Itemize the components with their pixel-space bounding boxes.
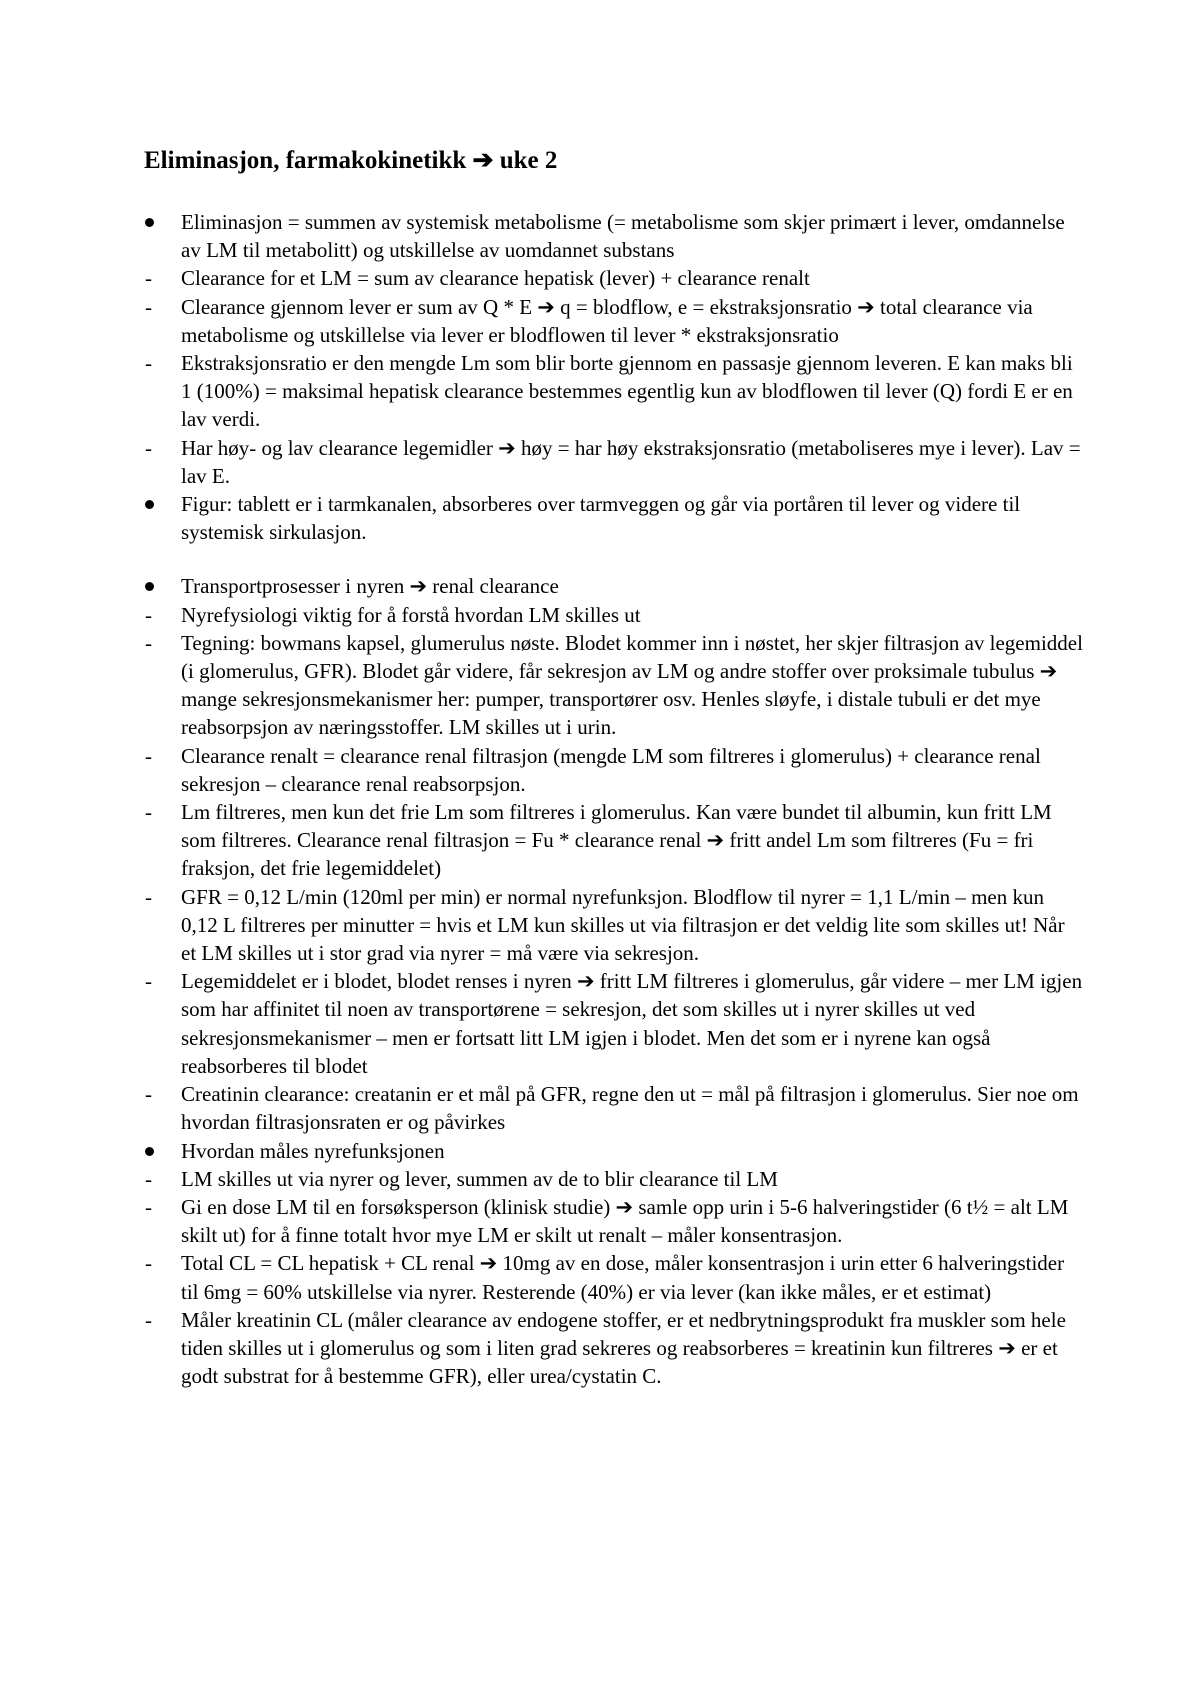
list-item-text: Transportprosesser i nyren ➔ renal clearance: [181, 574, 559, 599]
section-spacer: [144, 546, 1084, 572]
list-item: [144, 1165, 1084, 1193]
notes-list: [144, 208, 1084, 1390]
list-item: [144, 572, 1084, 600]
list-item: [144, 1249, 1084, 1305]
list-item: [144, 798, 1084, 883]
list-item: [144, 490, 1084, 546]
list-item-text: Tegning: bowmans kapsel, glumerulus nøste. Blodet kommer inn i nøstet, her skjer filtrasjon av legemiddel (i glomerulus, GFR). Blodet går videre, får sekresjon av LM og andre stoffer over proksimale tubulus ➔ mange sekresjonsmekanismer her: pumper, transportører osv. Henles sløyfe, i distale tubuli er det mye reabsorpsjon av næringsstoffer. LM skilles ut i urin.: [181, 630, 1083, 740]
list-item: [144, 293, 1084, 349]
list-item-text: Lm filtreres, men kun det frie Lm som filtreres i glomerulus. Kan være bundet til albumin, kun fritt LM som filtreres. Clearance renal filtrasjon = Fu * clearance renal ➔ fritt andel Lm som filtreres (Fu = fri fraksjon, det frie legemiddelet): [181, 800, 1052, 881]
list-item-text: Clearance renalt = clearance renal filtrasjon (mengde LM som filtreres i glomerulus) + clearance renal sekresjon – clearance renal reabsorpsjon.: [181, 743, 1041, 796]
list-item-text: Har høy- og lav clearance legemidler ➔ høy = har høy ekstraksjonsratio (metaboliseres mye i lever). Lav = lav E.: [181, 435, 1081, 488]
list-item-text: Clearance gjennom lever er sum av Q * E ➔ q = blodflow, e = ekstraksjonsratio ➔ total clearance via metabolisme og utskillelse via lever er blodflowen til lever * ekstraksjonsratio: [181, 294, 1033, 347]
list-item: [144, 742, 1084, 798]
list-item-text: Ekstraksjonsratio er den mengde Lm som blir borte gjennom en passasje gjennom leveren. E kan maks bli 1 (100%) = maksimal hepatisk clearance bestemmes egentlig kun av blodflowen til lever (Q) fordi E er en lav verdi.: [181, 351, 1073, 432]
list-item: [144, 629, 1084, 742]
list-item: [144, 208, 1084, 264]
list-item-text: Gi en dose LM til en forsøksperson (klinisk studie) ➔ samle opp urin i 5-6 halveringstider (6 t½ = alt LM skilt ut) for å finne totalt hvor mye LM er skilt ut renalt – måler konsentrasjon.: [181, 1194, 1069, 1248]
list-item: [144, 883, 1084, 968]
list-item-text: Måler kreatinin CL (måler clearance av endogene stoffer, er et nedbrytningsprodukt fra muskler som hele tiden skilles ut i glomerulus og som i liten grad sekreres og reabsorberes = kreatinin kun filtreres ➔ er et godt substrat for å bestemme GFR), eller urea/cystatin C.: [181, 1307, 1066, 1389]
document-title: Eliminasjon, farmakokinetikk ➔ uke 2: [144, 147, 558, 174]
list-item-text: LM skilles ut via nyrer og lever, summen av de to blir clearance til LM: [181, 1166, 778, 1191]
list-item: [144, 1306, 1084, 1391]
list-item: [144, 967, 1084, 1080]
list-item: [144, 1080, 1084, 1136]
list-item-text: Figur: tablett er i tarmkanalen, absorberes over tarmveggen og går via portåren til lever og videre til systemisk sirkulasjon.: [181, 492, 1021, 545]
list-item: [144, 264, 1084, 292]
list-item: [144, 1137, 1084, 1165]
list-item: [144, 1193, 1084, 1249]
list-item-text: Creatinin clearance: creatanin er et mål på GFR, regne den ut = mål på filtrasjon i glomerulus. Sier noe om hvordan filtrasjonsraten er og påvirkes: [181, 1082, 1079, 1135]
list-item-text: Nyrefysiologi viktig for å forstå hvordan LM skilles ut: [181, 602, 641, 627]
list-item-text: Hvordan måles nyrefunksjonen: [181, 1138, 445, 1163]
list-item-text: GFR = 0,12 L/min (120ml per min) er normal nyrefunksjon. Blodflow til nyrer = 1,1 L/min – men kun 0,12 L filtreres per minutter = hvis et LM kun skilles ut via filtrasjon er det veldig lite som skilles ut! Når et LM skilles ut i stor grad via nyrer = må være via sekresjon.: [181, 884, 1065, 966]
list-item: [144, 601, 1084, 629]
list-item-text: Total CL = CL hepatisk + CL renal ➔ 10mg av en dose, måler konsentrasjon i urin etter 6 halveringstider til 6mg = 60% utskillelse via nyrer. Resterende (40%) er via lever (kan ikke måles, er et estimat): [181, 1251, 1065, 1304]
list-item-text: Eliminasjon = summen av systemisk metabolisme (= metabolisme som skjer primært i lever, omdannelse av LM til metabolitt) og utskillelse av uomdannet substans: [181, 210, 1065, 263]
list-item: [144, 434, 1084, 490]
list-item: [144, 349, 1084, 434]
list-item-text: Legemiddelet er i blodet, blodet renses i nyren ➔ fritt LM filtreres i glomerulus, går videre – mer LM igjen som har affinitet til noen av transportørene = sekresjon, det som skilles ut i nyrer skilles ut ved sekresjonsmekanismer – men er fortsatt litt LM igjen i blodet. Men det som er i nyrene kan også reabsorberes til blodet: [181, 969, 1083, 1078]
list-item-text: Clearance for et LM = sum av clearance hepatisk (lever) + clearance renalt: [181, 266, 810, 291]
